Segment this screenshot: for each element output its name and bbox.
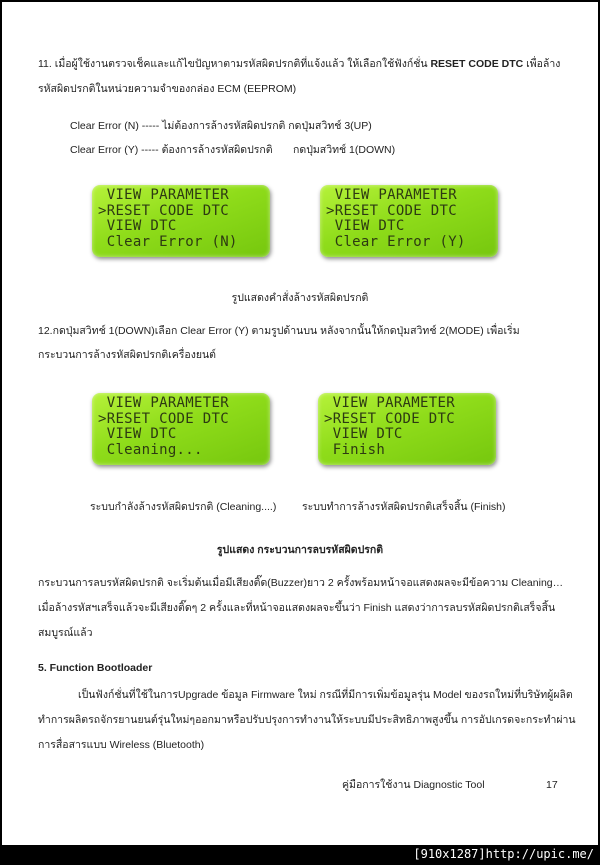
lcd-screen-cleaning [92,393,270,465]
lcd-line: >RESET CODE DTC [98,202,229,219]
lcd-line: Cleaning... [98,441,203,458]
lcd-line: VIEW PARAMETER [324,395,455,411]
figure-caption: รูปแสดงคำสั่งล้างรหัสผิดปรกติ [231,292,369,304]
lcd-line: VIEW DTC [98,426,177,442]
lcd-screen-clear-y [320,185,498,257]
section-line3: การสื่อสารแบบ Wireless (Bluetooth) [38,739,205,751]
caption-cleaning: ระบบกำลังล้างรหัสผิดปรกติ (Cleaning....) [90,501,277,513]
lcd-line: >RESET CODE DTC [98,410,229,427]
lcd-line: VIEW PARAMETER [98,395,229,411]
option-clear-y: Clear Error (Y) ----- ต้องการล้างรหัสผิดปรกติ กดปุ่มสวิทช์ 1(DOWN) [70,144,396,156]
bold-text: RESET CODE DTC [430,58,524,70]
step11-line1 [38,57,560,71]
lcd-screen-clear-n [92,185,270,257]
para-line2: เมื่อล้างรหัสฯเสร็จแล้วจะมีเสียงติ๊ดๆ 2 ครั้งและที่หน้าจอแสดงผลจะขึ้นว่า Finish แสดงว่าการลบรหัสผิดปรกติเสร็จสิ้น [38,602,556,614]
section-line2: ทำการผลิตรถจักรยานยนต์รุ่นใหม่ๆออกมาหรือปรับปรุงการทำงานให้ระบบมีประสิทธิภาพสูงขึ้น การอัปเกรดจะกระทำผ่าน [38,714,576,726]
step11-line2: รหัสผิดปรกติในหน่วยความจำของกล่อง ECM (EEPROM) [38,83,297,95]
caption-finish: ระบบทำการล้างรหัสผิดปรกติเสร็จสิ้น (Finish) [302,501,506,513]
section-line1: เป็นฟังก์ชั่นที่ใช้ในการUpgrade ข้อมูล Firmware ใหม่ กรณีที่มีการเพิ่มข้อมูลรุ่น Model ของรถใหม่ที่บริษัทผู้ผลิต [78,689,573,701]
page-number: 17 [546,779,558,791]
step12-line2: กระบวนการล้างรหัสผิดปรกติเครื่องยนต์ [38,349,216,361]
lcd-line: VIEW PARAMETER [326,187,457,203]
lcd-line: VIEW DTC [324,426,403,442]
lcd-line: VIEW PARAMETER [98,187,229,203]
lcd-screen-finish [318,393,496,465]
lcd-line: >RESET CODE DTC [326,202,457,219]
para-line1: กระบวนการลบรหัสผิดปรกติ จะเริ่มต้นเมื่อมีเสียงติ๊ด(Buzzer)ยาว 2 ครั้งพร้อมหน้าจอแสดงผลจะมีข้อความ Cleaning… [38,577,564,589]
text: เพื่อล้าง [523,58,561,70]
para-line3: สมบูรณ์แล้ว [38,627,93,639]
lcd-line: >RESET CODE DTC [324,410,455,427]
lcd-line: VIEW DTC [98,218,177,234]
option-clear-n: Clear Error (N) ----- ไม่ต้องการล้างรหัสผิดปรกติ กดปุ่มสวิทช์ 3(UP) [70,120,372,132]
footer-title: คู่มือการใช้งาน Diagnostic Tool [342,779,485,791]
lcd-line: Clear Error (N) [98,233,238,250]
lcd-line: VIEW DTC [326,218,405,234]
section-heading: 5. Function Bootloader [38,662,153,674]
lcd-line: Clear Error (Y) [326,233,466,250]
text: 11. เมื่อผู้ใช้งานตรวจเช็คและแก้ไขปัญหาตามรหัสผิดปรกติที่แจ้งแล้ว ให้เลือกใช้ฟังก์ชั่น [38,58,431,70]
watermark-text: [910x1287]http://upic.me/ [413,847,594,861]
document-page [2,2,598,845]
lcd-line: Finish [324,441,386,458]
step12-line1: 12.กดปุ่มสวิทช์ 1(DOWN)เลือก Clear Error (Y) ตามรูปด้านบน หลังจากนั้นให้กดปุ่มสวิทช์ 2(MODE) เพื่อเริ่ม [38,325,520,337]
figure-caption-process: รูปแสดง กระบวนการลบรหัสผิดปรกติ [216,544,384,556]
